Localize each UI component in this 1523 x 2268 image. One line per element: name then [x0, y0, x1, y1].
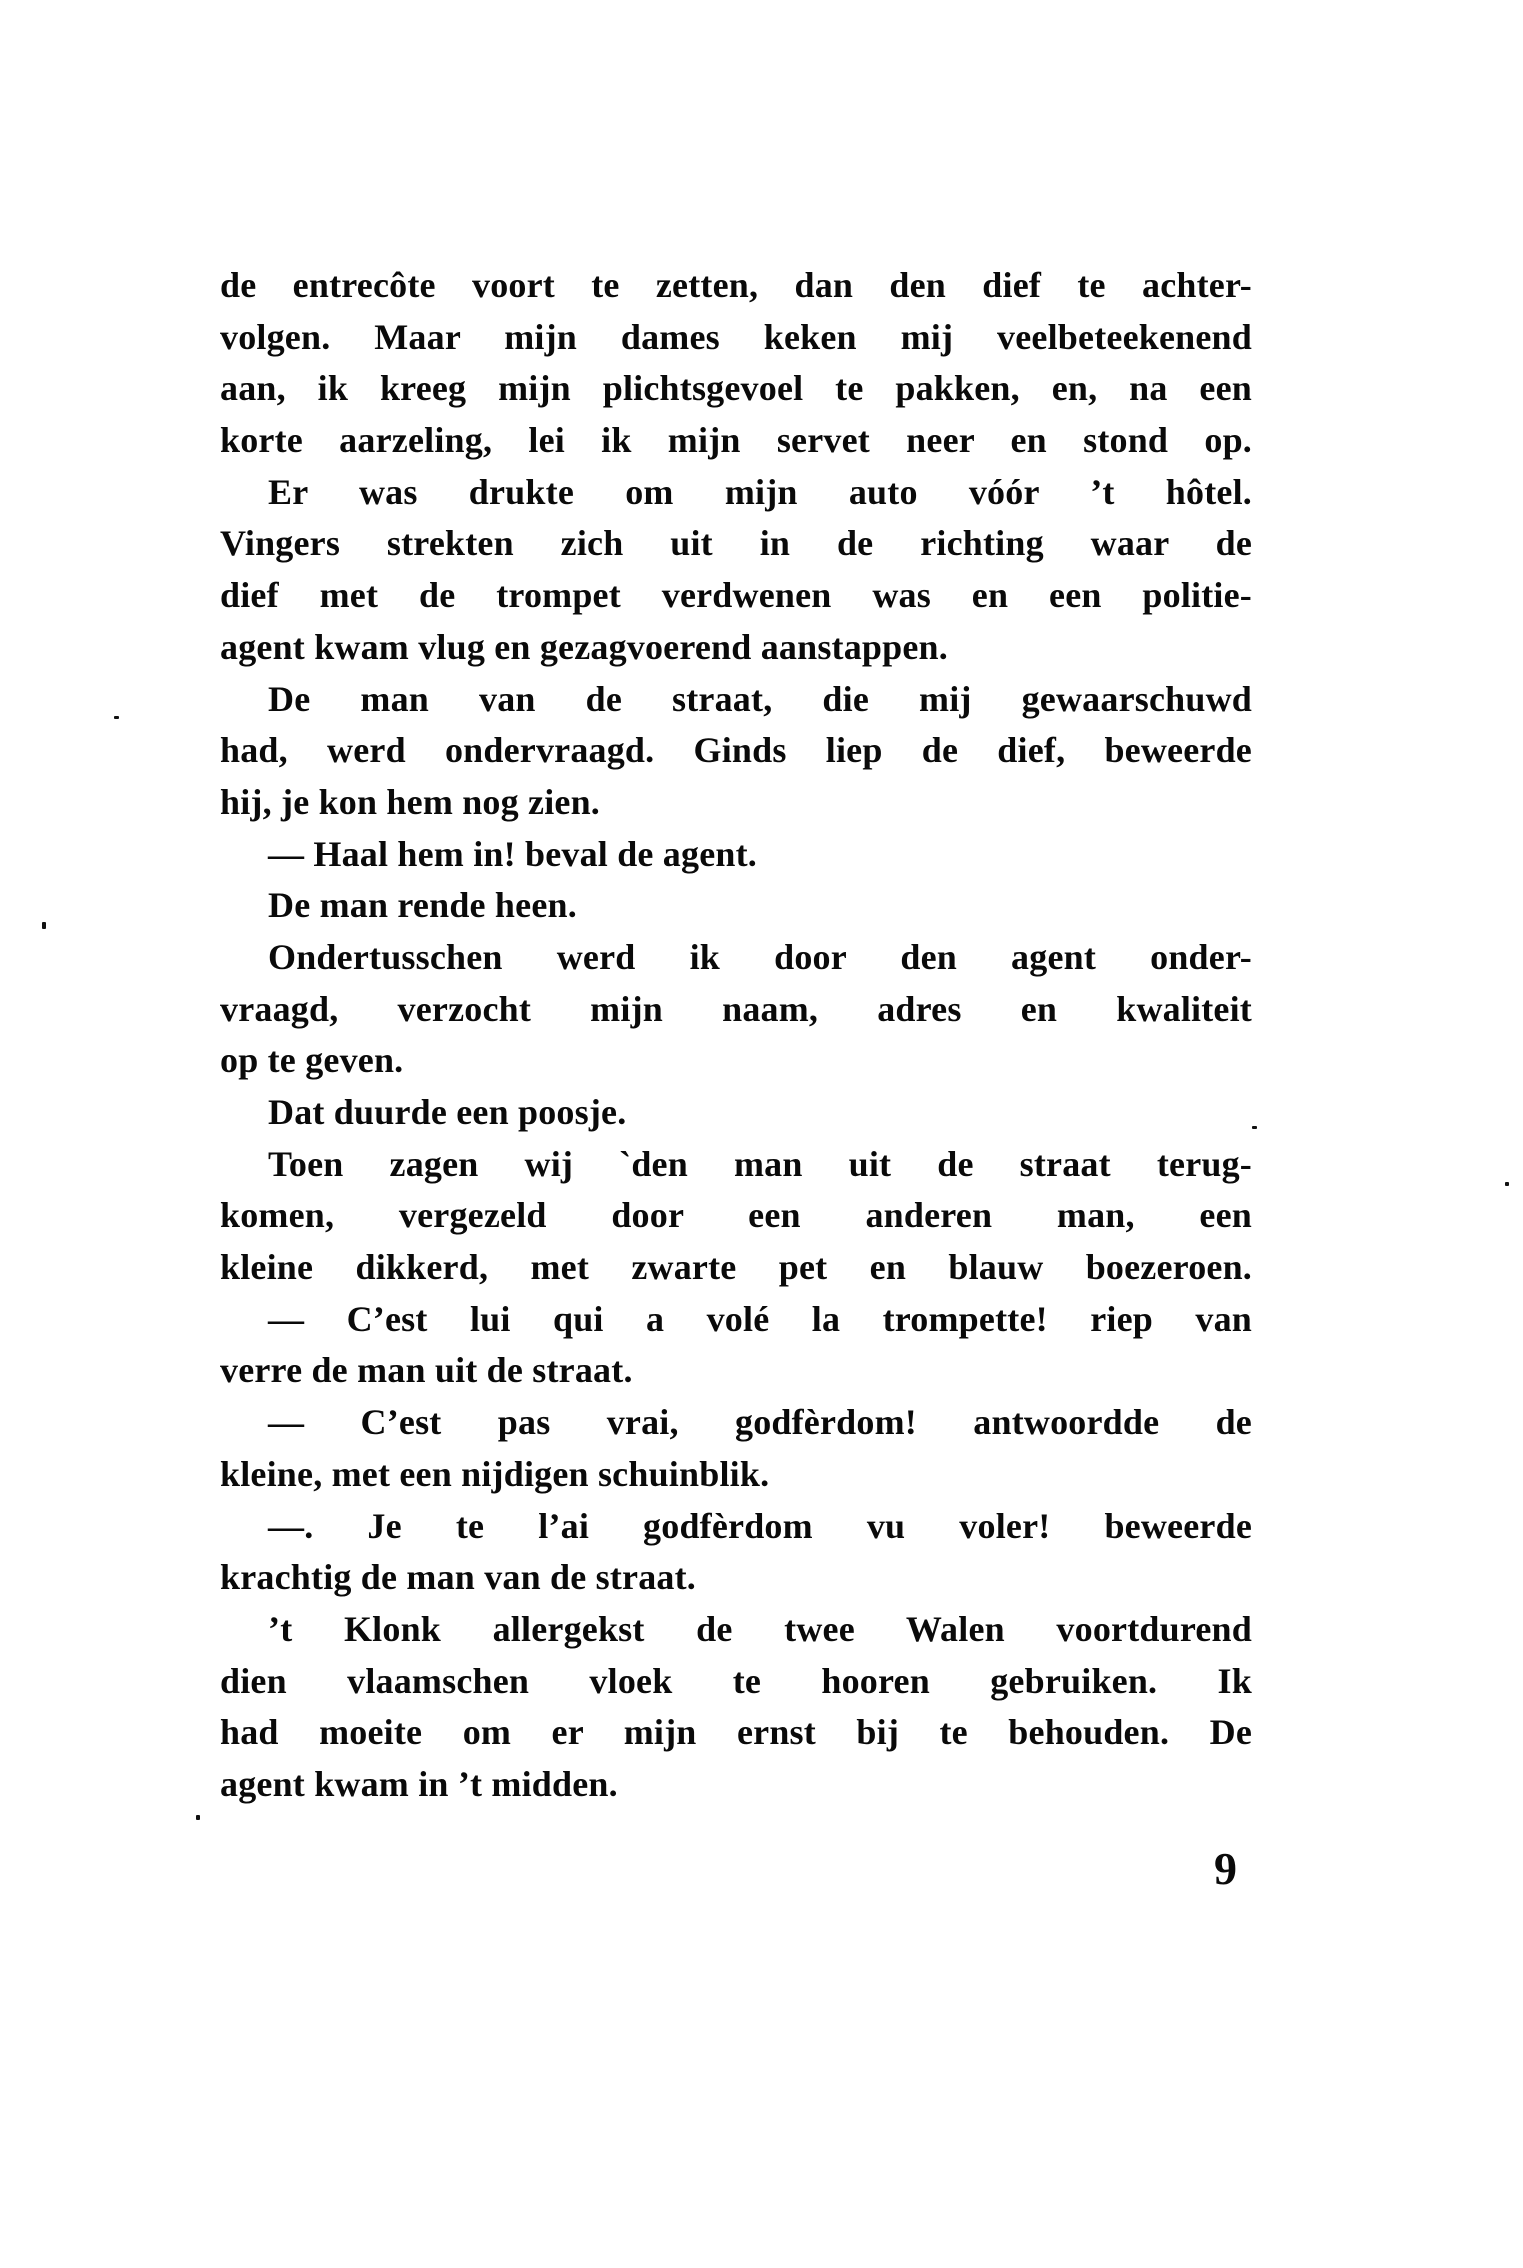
- text-line: Er was drukte om mijn auto vóór ’t hôtel.: [268, 471, 1252, 512]
- text-line: hij, je kon hem nog zien.: [220, 781, 601, 822]
- ink-speck: [1252, 1126, 1257, 1129]
- text-line: — Haal hem in! beval de agent.: [268, 833, 757, 874]
- text-line: agent kwam vlug en gezagvoerend aanstappen.: [220, 626, 948, 667]
- ink-speck: [114, 716, 119, 719]
- page-number: 9: [1214, 1843, 1237, 1894]
- text-line: De man van de straat, die mij gewaarschuwd: [268, 678, 1252, 719]
- text-line: korte aarzeling, lei ik mijn servet neer en stond op.: [220, 420, 1252, 461]
- text-line: krachtig de man van de straat.: [220, 1557, 696, 1598]
- text-line: had, werd ondervraagd. Ginds liep de dief, beweerde: [220, 730, 1252, 771]
- text-line: dien vlaamschen vloek te hooren gebruiken. Ik: [220, 1660, 1252, 1701]
- ink-speck: [1505, 1182, 1509, 1186]
- text-line: agent kwam in ’t midden.: [220, 1763, 618, 1804]
- body-text: [220, 260, 1252, 1811]
- text-line: volgen. Maar mijn dames keken mij veelbeteekenend: [220, 316, 1252, 357]
- text-line: Vingers strekten zich uit in de richting waar de: [220, 523, 1252, 564]
- text-line: Ondertusschen werd ik door den agent onder-: [268, 936, 1252, 977]
- text-line: de entrecôte voort te zetten, dan den dief te achter-: [220, 265, 1252, 305]
- text-line: op te geven.: [220, 1040, 404, 1081]
- text-line: Toen zagen wij `den man uit de straat terug-: [268, 1143, 1252, 1184]
- ink-speck: [196, 1815, 200, 1820]
- text-line: —. Je te l’ai godfèrdom vu voler! beweerde: [268, 1505, 1252, 1546]
- text-line: — C’est pas vrai, godfèrdom! antwoordde de: [268, 1402, 1252, 1443]
- text-line: — C’est lui qui a volé la trompette! riep van: [268, 1298, 1252, 1339]
- text-line: vraagd, verzocht mijn naam, adres en kwaliteit: [220, 988, 1252, 1029]
- text-line: komen, vergezeld door een anderen man, een: [220, 1195, 1252, 1236]
- text-line: ’t Klonk allergekst de twee Walen voortdurend: [268, 1608, 1252, 1649]
- text-line: aan, ik kreeg mijn plichtsgevoel te pakken, en, na een: [220, 368, 1252, 409]
- text-line: kleine dikkerd, met zwarte pet en blauw boezeroen.: [220, 1247, 1252, 1288]
- text-line: had moeite om er mijn ernst bij te behouden. De: [220, 1712, 1252, 1753]
- text-line: kleine, met een nijdigen schuinblik.: [220, 1453, 770, 1494]
- text-line: Dat duurde een poosje.: [268, 1092, 627, 1132]
- ink-speck: [42, 922, 46, 929]
- text-line: De man rende heen.: [268, 885, 577, 926]
- text-line: verre de man uit de straat.: [220, 1350, 633, 1391]
- text-line: dief met de trompet verdwenen was en een politie-: [220, 575, 1252, 616]
